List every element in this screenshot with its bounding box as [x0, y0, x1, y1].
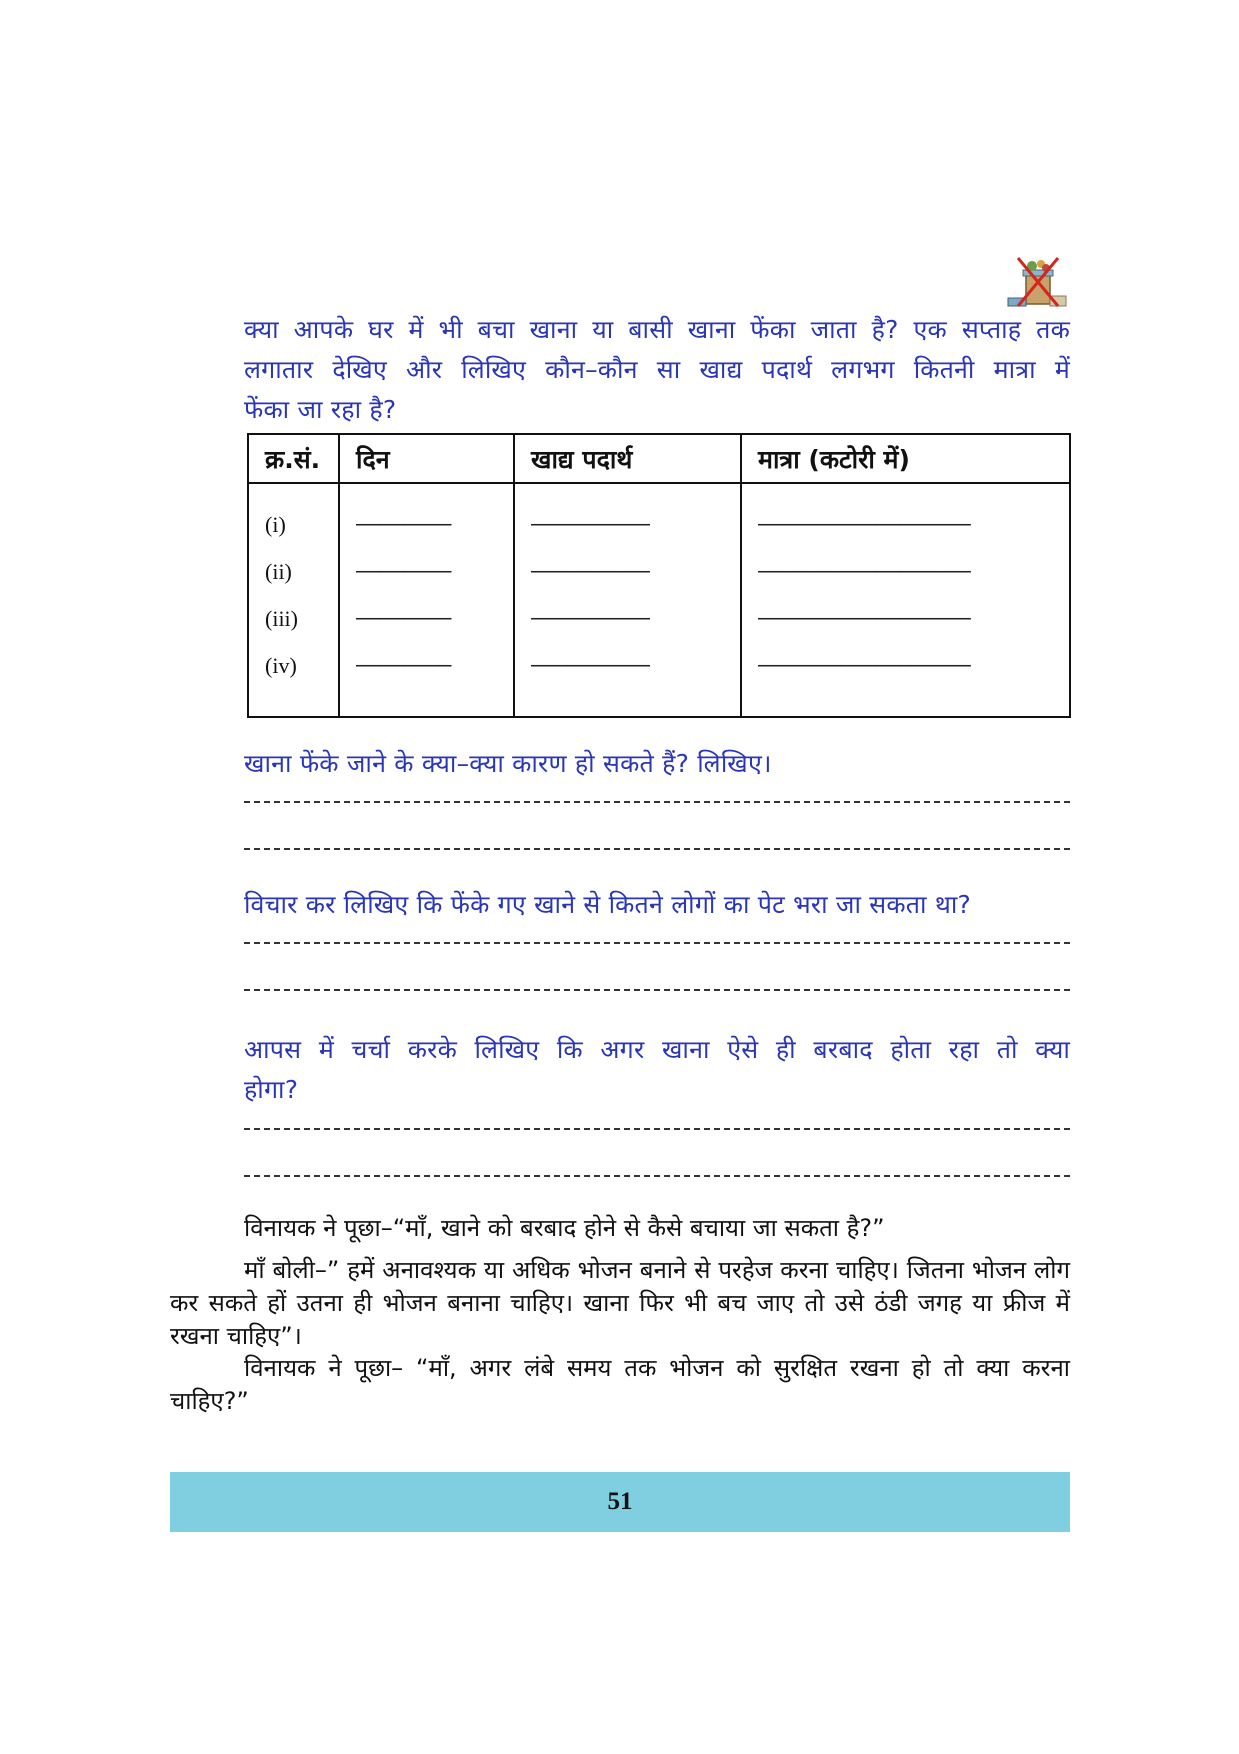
food-item-blank[interactable]: —————————— [531, 653, 649, 678]
answer-line[interactable] [244, 1171, 1070, 1177]
header-food-item: खाद्य पदार्थ [514, 434, 741, 483]
answer-line[interactable] [244, 1124, 1070, 1130]
day-blank[interactable]: ———————— [356, 653, 450, 678]
quantity-blank[interactable]: —————————————————— [758, 606, 970, 631]
food-item-blank[interactable]: —————————— [531, 559, 649, 584]
answer-line[interactable] [244, 797, 1070, 803]
question-3: विचार कर लिखिए कि फेंके गए खाने से कितने लोगों का पेट भरा जा सकता था? [244, 890, 971, 919]
no-food-waste-icon [1006, 254, 1068, 310]
question-4 [244, 1030, 1070, 1110]
header-quantity: मात्रा (कटोरी में) [741, 434, 1070, 483]
table-header-row [248, 434, 1070, 483]
question-2: खाना फेंके जाने के क्या–क्या कारण हो सकते हैं? लिखिए। [244, 749, 772, 778]
row-number: (iv) [265, 653, 297, 678]
story-paragraph-3 [170, 1352, 1070, 1418]
answer-line[interactable] [244, 844, 1070, 850]
story-paragraph-2 [170, 1254, 1070, 1353]
answer-line[interactable] [244, 985, 1070, 991]
question-4-line-1: आपस में चर्चा करके लिखिए कि अगर खाना ऐसे ही बरबाद होता रहा तो क्या [244, 1035, 1070, 1064]
question-1-line-2: लगातार देखिए और लिखिए कौन–कौन सा खाद्य पदार्थ लगभग कितनी मात्रा में [244, 355, 1070, 384]
table-body-row [248, 483, 1070, 717]
story-text: माँ बोली–” हमें अनावश्यक या अधिक भोजन बनाने से परहेज करना चाहिए। जितना भोजन लोग कर सकते हों उतना ही भोजन बनाना चाहिए। खाना फिर भी बच जाए तो उसे ठंडी जगह या फ्रीज में रखना चाहिए”। [170, 1256, 1070, 1350]
day-column [339, 483, 514, 717]
story-paragraph-1 [170, 1212, 1070, 1245]
food-waste-table [247, 433, 1071, 718]
quantity-blank[interactable]: —————————————————— [758, 653, 970, 678]
quantity-column [741, 483, 1070, 717]
question-1-line-1: क्या आपके घर में भी बचा खाना या बासी खाना फेंका जाता है? एक सप्ताह तक [244, 315, 1070, 344]
row-number: (i) [265, 512, 286, 537]
question-1 [244, 310, 1070, 430]
quantity-blank[interactable]: —————————————————— [758, 512, 970, 537]
question-1-line-3: फेंका जा रहा है? [244, 395, 397, 424]
food-item-blank[interactable]: —————————— [531, 606, 649, 631]
row-number: (iii) [265, 606, 298, 631]
serial-column [248, 483, 339, 717]
day-blank[interactable]: ———————— [356, 559, 450, 584]
footer-bar [170, 1472, 1070, 1532]
story-text: विनायक ने पूछा–“माँ, खाने को बरबाद होने से कैसे बचाया जा सकता है?” [244, 1214, 885, 1242]
food-item-column [514, 483, 741, 717]
header-serial: क्र.सं. [248, 434, 339, 483]
day-blank[interactable]: ———————— [356, 512, 450, 537]
page-number: 51 [607, 1488, 633, 1515]
quantity-blank[interactable]: —————————————————— [758, 559, 970, 584]
row-number: (ii) [265, 559, 292, 584]
story-text: विनायक ने पूछा– “माँ, अगर लंबे समय तक भोजन को सुरक्षित रखना हो तो क्या करना चाहिए?” [170, 1354, 1070, 1415]
food-item-blank[interactable]: —————————— [531, 512, 649, 537]
question-4-line-2: होगा? [244, 1075, 299, 1104]
answer-line[interactable] [244, 938, 1070, 944]
header-day: दिन [339, 434, 514, 483]
day-blank[interactable]: ———————— [356, 606, 450, 631]
